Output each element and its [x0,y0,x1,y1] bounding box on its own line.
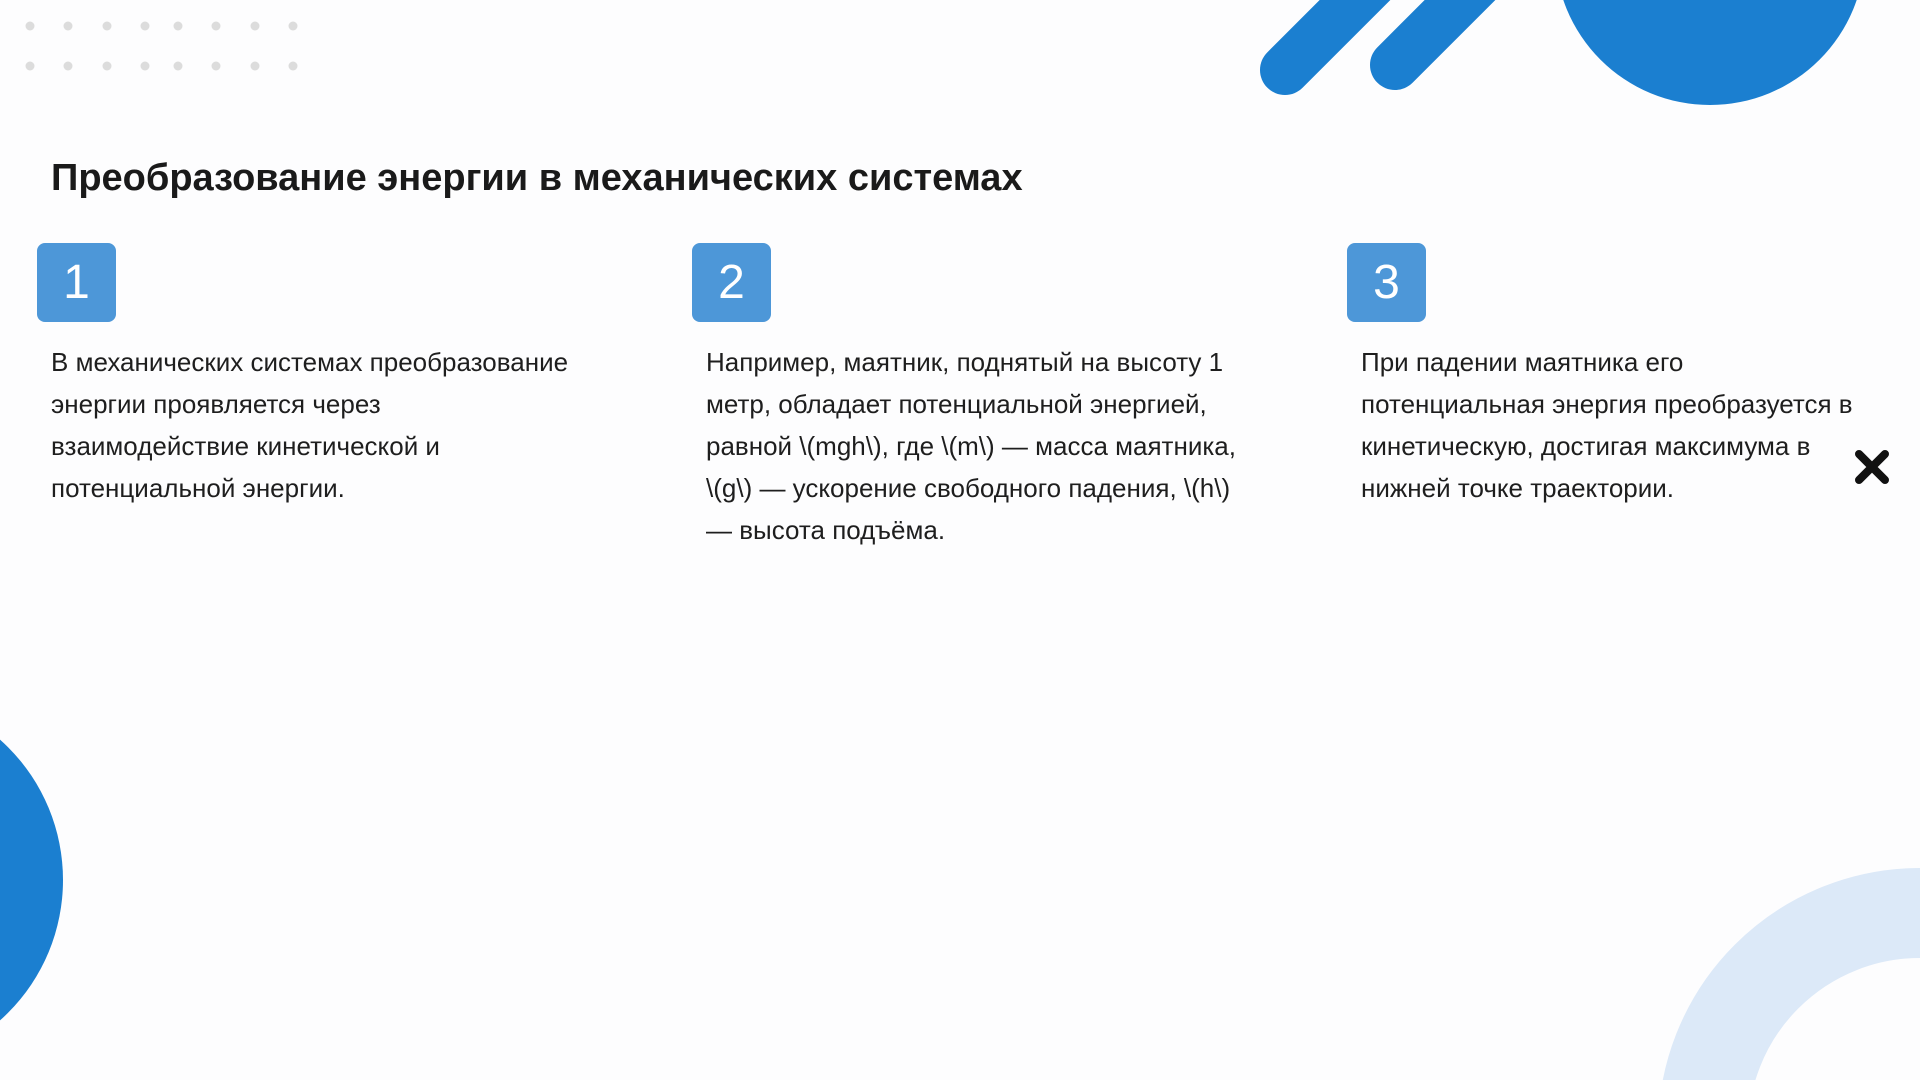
close-button[interactable] [1850,445,1894,489]
step-column-1 [37,243,577,509]
step-text: В механических системах преобразование энергии проявляется через взаимодействие кинетической и потенциальной энергии. [51,347,569,503]
dot-grid [26,22,298,71]
bottom-left-circle [0,692,63,1068]
step-column-3 [1347,243,1887,509]
step-text: Например, маятник, поднятый на высоту 1 метр, обладает потенциальной энергией, равной \(mgh\), где \(m\) — масса маятника, \(g\) — ускорение свободного падения, \(h\) — высота подъёма. [706,347,1236,545]
step-text: При падении маятника его потенциальная энергия преобразуется в кинетическую, достигая максимума в нижней точке траектории. [1361,347,1853,503]
close-icon [1853,448,1891,486]
slide-title: Преобразование энергии в механических системах [51,157,1023,199]
step-number-badge: 2 [692,243,771,322]
top-right-circle [1555,0,1865,105]
bottom-right-arc [1703,913,1920,1080]
diagonal-stripes [1285,0,1485,70]
step-number-badge: 1 [37,243,116,322]
step-number-badge: 3 [1347,243,1426,322]
step-column-2 [692,243,1236,551]
